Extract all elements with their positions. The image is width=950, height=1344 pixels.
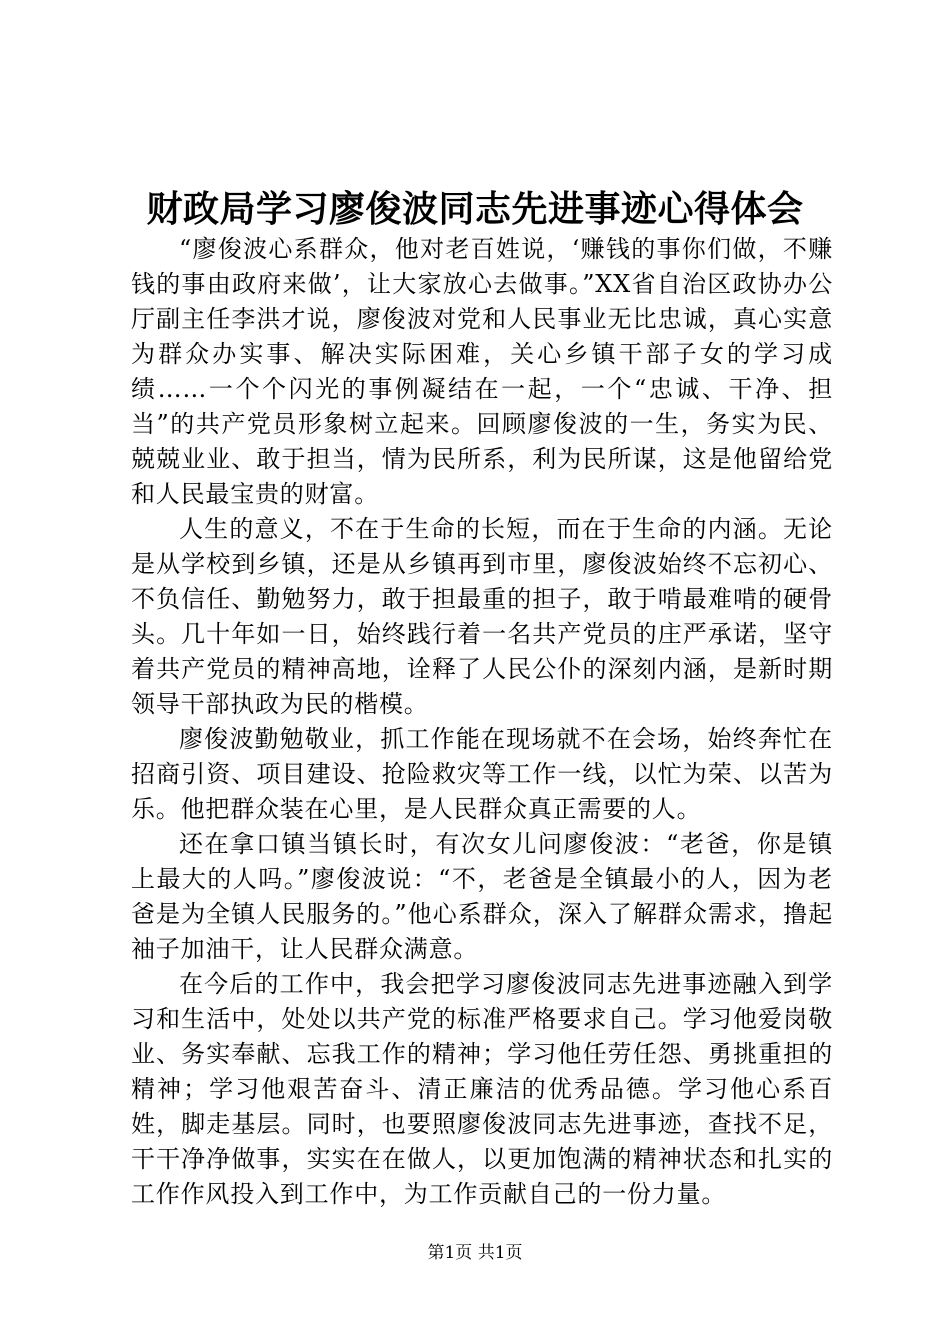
document-title: 财政局学习廖俊波同志先进事迹心得体会 (146, 188, 804, 230)
paragraph-1: “廖俊波心系群众，他对老百姓说，‘赚钱的事你们做，不赚钱的事由政府来做’，让大家放心去做事。”XX省自治区政协办公厅副主任李洪才说，廖俊波对党和人民事业无比忠诚，真心实意为群众办实事、解决实际困难，关心乡镇干部子女的学习成绩……一个个闪光的事例凝结在一起，一个“忠诚、干净、担当”的共产党员形象树立起来。回顾廖俊波的一生，务实为民、兢兢业业、敢于担当，情为民所系，利为民所谋，这是他留给党和人民最宝贵的财富。 (131, 235, 833, 508)
document-body (131, 232, 833, 1212)
paragraph-4: 还在拿口镇当镇长时，有次女儿问廖俊波：“老爸，你是镇上最大的人吗。”廖俊波说：“不，老爸是全镇最小的人，因为老爸是为全镇人民服务的。”他心系群众，深入了解群众需求，撸起袖子加油干，让人民群众满意。 (131, 830, 833, 963)
page-number-footer: 第1页 共1页 (427, 1243, 523, 1263)
paragraph-2: 人生的意义，不在于生命的长短，而在于生命的内涵。无论是从学校到乡镇，还是从乡镇再到市里，廖俊波始终不忘初心、不负信任、勤勉努力，敢于担最重的担子，敢于啃最难啃的硬骨头。几十年如一日，始终践行着一名共产党员的庄严承诺，坚守着共产党员的精神高地，诠释了人民公仆的深刻内涵，是新时期领导干部执政为民的楷模。 (131, 515, 833, 718)
paragraph-5: 在今后的工作中，我会把学习廖俊波同志先进事迹融入到学习和生活中，处处以共产党的标准严格要求自己。学习他爱岗敬业、务实奉献、忘我工作的精神；学习他任劳任怨、勇挑重担的精神；学习他艰苦奋斗、清正廉洁的优秀品德。学习他心系百姓，脚走基层。同时，也要照廖俊波同志先进事迹，查找不足，干干净净做事，实实在在做人，以更加饱满的精神状态和扎实的工作作风投入到工作中，为工作贡献自己的一份力量。 (131, 970, 833, 1208)
paragraph-3: 廖俊波勤勉敬业，抓工作能在现场就不在会场，始终奔忙在招商引资、项目建设、抢险救灾等工作一线，以忙为荣、以苦为乐。他把群众装在心里，是人民群众真正需要的人。 (131, 725, 833, 823)
